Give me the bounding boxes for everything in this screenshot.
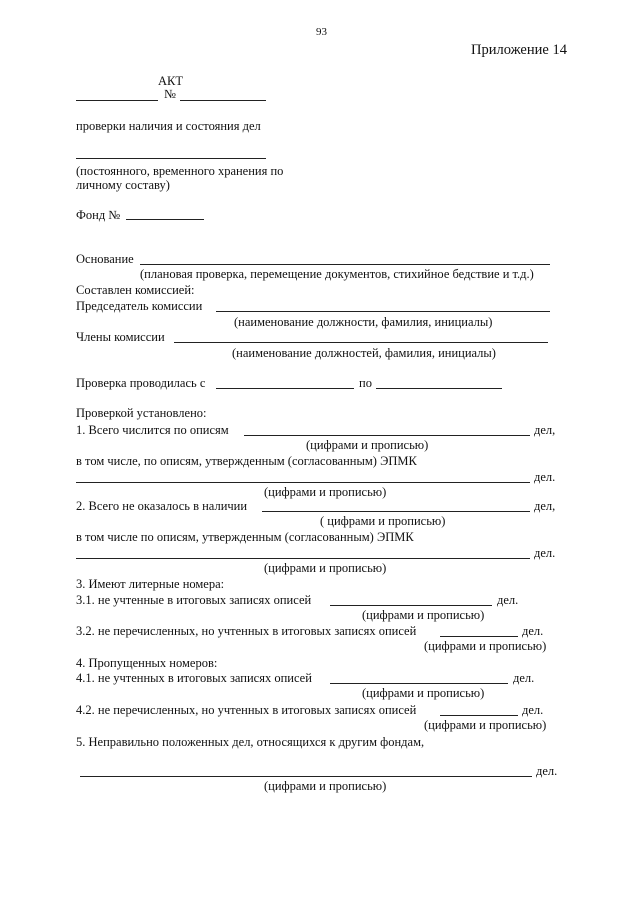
item1-sub-unit: дел.: [534, 470, 556, 484]
item3-1-hint: (цифрами и прописью): [362, 608, 485, 622]
item2-label: 2. Всего не оказалось в наличии: [76, 499, 248, 513]
item4-2-unit: дел.: [522, 703, 544, 717]
item3-2-label: 3.2. не перечисленных, но учтенных в итоговых записях описей: [76, 624, 417, 638]
item1-unit: дел,: [534, 423, 556, 437]
members-label: Члены комиссии: [76, 330, 165, 344]
storage-note-line1: (постоянного, временного хранения по: [76, 164, 284, 178]
period-to-label: по: [359, 376, 372, 390]
storage-note-line2: личному составу): [76, 178, 170, 192]
number-sign: №: [164, 87, 176, 101]
item2-sub-field[interactable]: [76, 558, 530, 559]
item3-1-unit: дел.: [497, 593, 519, 607]
storage-type-field[interactable]: [76, 158, 266, 159]
item1-sub-field[interactable]: [76, 482, 530, 483]
period-from-field[interactable]: [216, 388, 354, 389]
members-field[interactable]: [174, 342, 548, 343]
item4-1-label: 4.1. не учтенных в итоговых записях описей: [76, 671, 312, 685]
item2-sub-unit: дел.: [534, 546, 556, 560]
item2-sub-hint: (цифрами и прописью): [264, 561, 387, 575]
item3-1-label: 3.1. не учтенные в итоговых записях описей: [76, 593, 312, 607]
item4-1-unit: дел.: [513, 671, 535, 685]
appendix-label: Приложение 14: [471, 42, 567, 58]
item4-label: 4. Пропущенных номеров:: [76, 656, 218, 670]
item1-sub-label: в том числе, по описям, утвержденным (согласованным) ЭПМК: [76, 454, 417, 468]
act-subject: проверки наличия и состояния дел: [76, 119, 261, 133]
item4-1-hint: (цифрами и прописью): [362, 686, 485, 700]
item5-hint: (цифрами и прописью): [264, 779, 387, 793]
item3-2-unit: дел.: [522, 624, 544, 638]
act-title: АКТ: [158, 74, 183, 88]
item5-field[interactable]: [80, 776, 532, 777]
chairman-hint: (наименование должности, фамилия, инициалы): [234, 315, 493, 329]
commission-heading: Составлен комиссией:: [76, 283, 195, 297]
item3-label: 3. Имеют литерные номера:: [76, 577, 225, 591]
item3-2-field[interactable]: [440, 636, 518, 637]
item1-field[interactable]: [244, 435, 530, 436]
members-hint: (наименование должностей, фамилия, инициалы): [232, 346, 496, 360]
item1-sub-hint: (цифрами и прописью): [264, 485, 387, 499]
fond-number-field[interactable]: [126, 219, 204, 220]
chairman-field[interactable]: [216, 311, 550, 312]
item4-1-field[interactable]: [330, 683, 508, 684]
item1-label: 1. Всего числится по описям: [76, 423, 229, 437]
item5-unit: дел.: [536, 764, 558, 778]
item4-2-label: 4.2. не перечисленных, но учтенных в итоговых записях описей: [76, 703, 417, 717]
item2-unit: дел,: [534, 499, 556, 513]
item1-hint: (цифрами и прописью): [306, 438, 429, 452]
period-to-field[interactable]: [376, 388, 502, 389]
act-number-field[interactable]: [180, 100, 266, 101]
act-date-field[interactable]: [76, 100, 158, 101]
basis-field[interactable]: [140, 264, 550, 265]
basis-label: Основание: [76, 252, 134, 266]
basis-hint: (плановая проверка, перемещение документов, стихийное бедствие и т.д.): [140, 267, 534, 281]
item4-2-hint: (цифрами и прописью): [424, 718, 547, 732]
chairman-label: Председатель комиссии: [76, 299, 203, 313]
item2-hint: ( цифрами и прописью): [320, 514, 446, 528]
fond-label: Фонд №: [76, 208, 121, 222]
period-from-label: Проверка проводилась с: [76, 376, 206, 390]
item2-sub-label: в том числе по описям, утвержденным (согласованным) ЭПМК: [76, 530, 414, 544]
page-number: 93: [316, 26, 327, 38]
item3-2-hint: (цифрами и прописью): [424, 639, 547, 653]
item4-2-field[interactable]: [440, 715, 518, 716]
findings-heading: Проверкой установлено:: [76, 406, 207, 420]
item5-label: 5. Неправильно положенных дел, относящихся к другим фондам,: [76, 735, 425, 749]
item3-1-field[interactable]: [330, 605, 492, 606]
item2-field[interactable]: [262, 511, 530, 512]
